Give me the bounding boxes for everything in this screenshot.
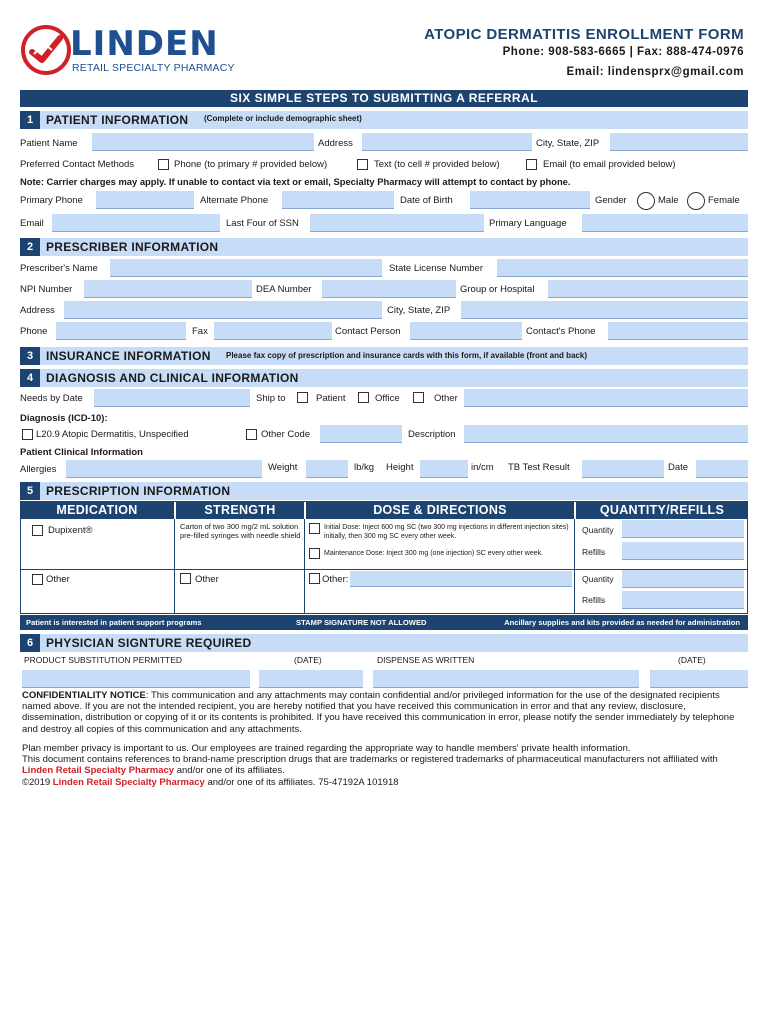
state-license-label: State License Number — [389, 263, 483, 274]
dea-field[interactable] — [322, 280, 456, 298]
rx-footer-bar — [20, 615, 748, 630]
ship-other-field[interactable] — [464, 389, 748, 407]
description-label: Description — [408, 429, 456, 440]
ship-patient-checkbox[interactable] — [297, 392, 308, 403]
section-4-title: DIAGNOSIS AND CLINICAL INFORMATION — [46, 371, 299, 385]
ship-other-label: Other — [434, 393, 458, 404]
primary-phone-field[interactable] — [96, 191, 194, 209]
trademark-text-a: This document contains references to brand-name prescription drugs that are trademarks or registered trademarks of pharmaceutical manufacturers not affiliated with — [22, 754, 718, 766]
daw-signature-field[interactable] — [373, 670, 639, 688]
ship-to-label: Ship to — [256, 393, 286, 404]
tb-date-label: Date — [668, 462, 689, 473]
section-6-header — [20, 634, 748, 652]
section-6-title: PHYSICIAN SIGNTURE REQUIRED — [46, 636, 252, 650]
col-qty-header: QUANTITY/REFILLS — [576, 501, 748, 519]
ship-other-checkbox[interactable] — [413, 392, 424, 403]
other-code-field[interactable] — [320, 425, 402, 443]
strength-other-label: Other — [195, 574, 219, 585]
primary-phone-label: Primary Phone — [20, 195, 83, 206]
city-state-zip-label: City, State, ZIP — [536, 138, 600, 149]
city-state-zip-field[interactable] — [610, 133, 748, 151]
date-label-1: (DATE) — [294, 655, 322, 665]
logo-word: LINDEN — [70, 24, 219, 64]
refills-label-1: Refills — [582, 547, 606, 557]
contact-person-field[interactable] — [410, 322, 522, 340]
description-field[interactable] — [464, 425, 748, 443]
section-4-header — [20, 369, 748, 387]
section-5-number: 5 — [20, 482, 40, 500]
l209-checkbox[interactable] — [22, 429, 33, 440]
rx-footer-left: Patient is interested in patient support programs — [26, 618, 202, 627]
ssn-label: Last Four of SSN — [226, 218, 299, 229]
refills-field-2[interactable] — [622, 591, 744, 609]
product-sub-signature-field[interactable] — [22, 670, 250, 688]
dea-label: DEA Number — [256, 284, 312, 295]
rx-divider-3 — [574, 519, 575, 614]
contact-person-label: Contact Person — [335, 326, 401, 337]
initial-dose-text: Initial Dose: Inject 600 mg SC (two 300 mg injections in different injection sites) initially, then 300 mg SC every other week. — [324, 524, 569, 540]
product-sub-date-field[interactable] — [259, 670, 363, 688]
prescriber-phone-label: Phone — [20, 326, 48, 337]
lbkg-label: lb/kg — [354, 462, 375, 473]
quantity-field-2[interactable] — [622, 570, 744, 588]
rx-divider-2 — [304, 519, 305, 614]
prescriber-name-field[interactable] — [110, 259, 382, 277]
patient-name-field[interactable] — [92, 133, 314, 151]
group-field[interactable] — [548, 280, 748, 298]
other-code-label: Other Code — [261, 429, 311, 440]
strength-dupixent: Carton of two 300 mg/2 mL solution pre-filled syringes with needle shield — [180, 522, 301, 540]
prescriber-phone-field[interactable] — [56, 322, 186, 340]
language-label: Primary Language — [489, 218, 567, 229]
dupixent-label: Dupixent® — [48, 525, 93, 536]
med-other-label: Other — [46, 574, 70, 585]
l209-label: L20.9 Atopic Dermatitis, Unspecified — [36, 429, 189, 440]
patient-name-label: Patient Name — [20, 138, 78, 149]
npi-field[interactable] — [84, 280, 252, 298]
address-label: Address — [318, 138, 353, 149]
copyright-text-b: and/or one of its affiliates. 75-47192A 101918 — [204, 776, 399, 788]
section-3-title: INSURANCE INFORMATION — [46, 349, 211, 363]
section-5-title: PRESCRIPTION INFORMATION — [46, 484, 231, 498]
rx-divider-1 — [174, 519, 175, 614]
tb-field[interactable] — [582, 460, 664, 478]
contact-phone-fax: Phone: 908-583-6665 | Fax: 888-474-0976 — [502, 46, 744, 58]
needs-by-field[interactable] — [94, 389, 250, 407]
preferred-contact-label: Preferred Contact Methods — [20, 159, 135, 170]
col-dose-header: DOSE & DIRECTIONS — [306, 501, 574, 519]
section-3-note: Please fax copy of prescription and insurance cards with this form, if available (front and back) — [226, 351, 587, 360]
trademark-text-b: and/or one of its affiliates. — [174, 765, 285, 777]
alternate-phone-field[interactable] — [282, 191, 394, 209]
prescriber-city-label: City, State, ZIP — [387, 305, 451, 316]
confidentiality-text: : This communication and any attachments may contain confidential and/or privileged information for the use of the designated recipients named above. If you are not the intended recipient, you are hereby notified that you have received this communication in error and that any review, disclosure, dissemination, distribution or copying of it or its contents is prohibited. If you have received this communication in error, please notify the sender immediately by telephone and destroy all copies of this communication and any attachments. — [22, 690, 735, 735]
rx-footer-mid: STAMP SIGNATURE NOT ALLOWED — [296, 618, 427, 627]
confidentiality-title: CONFIDENTIALITY NOTICE — [22, 690, 146, 701]
dose-other-label: Other: — [322, 574, 349, 585]
language-field[interactable] — [582, 214, 748, 232]
col-medication-header: MEDICATION — [20, 501, 174, 519]
section-1-number: 1 — [20, 111, 40, 129]
prescriber-address-field[interactable] — [64, 301, 382, 319]
strength-other-checkbox[interactable] — [180, 573, 191, 584]
prescriber-fax-label: Fax — [192, 326, 208, 337]
state-license-field[interactable] — [497, 259, 748, 277]
section-2-header — [20, 238, 748, 256]
dupixent-checkbox[interactable] — [32, 525, 43, 536]
weight-field[interactable] — [306, 460, 348, 478]
gender-label: Gender — [595, 195, 627, 206]
gender-male-radio[interactable] — [637, 192, 655, 210]
trademark-line — [22, 754, 748, 776]
diagnosis-label: Diagnosis (ICD-10): — [20, 413, 108, 424]
section-6-number: 6 — [20, 634, 40, 652]
address-field[interactable] — [362, 133, 532, 151]
section-4-number: 4 — [20, 369, 40, 387]
prescriber-city-field[interactable] — [461, 301, 748, 319]
needs-by-label: Needs by Date — [20, 393, 83, 404]
logo-subtitle: RETAIL SPECIALTY PHARMACY — [72, 62, 235, 74]
steps-banner — [20, 90, 748, 107]
gender-male-label: Male — [658, 195, 679, 206]
other-code-checkbox[interactable] — [246, 429, 257, 440]
tb-label: TB Test Result — [508, 462, 570, 473]
section-5-header — [20, 482, 748, 500]
section-2-title: PRESCRIBER INFORMATION — [46, 240, 219, 254]
alternate-phone-label: Alternate Phone — [200, 195, 269, 206]
col-strength-header: STRENGTH — [176, 501, 304, 519]
ssn-field[interactable] — [310, 214, 484, 232]
npi-label: NPI Number — [20, 284, 73, 295]
privacy-text — [22, 743, 748, 788]
contact-email-label: Email (to email provided below) — [543, 159, 676, 170]
linden-logo-icon — [20, 24, 72, 76]
daw-label: DISPENSE AS WRITTEN — [377, 655, 475, 665]
quantity-label-2: Quantity — [582, 574, 614, 584]
maintenance-dose-checkbox[interactable] — [309, 548, 320, 559]
privacy-line: Plan member privacy is important to us. Our employees are trained regarding the appropriate way to handle members' private health information. — [22, 743, 631, 754]
prescriber-address-label: Address — [20, 305, 55, 316]
contact-text-label: Text (to cell # provided below) — [374, 159, 500, 170]
height-label: Height — [386, 462, 414, 473]
copyright-line — [22, 777, 748, 788]
contacts-phone-label: Contact's Phone — [526, 326, 596, 337]
contact-email: Email: lindensprx@gmail.com — [566, 66, 744, 78]
med-other-checkbox[interactable] — [32, 574, 43, 585]
form-title: ATOPIC DERMATITIS ENROLLMENT FORM — [424, 26, 744, 43]
logo — [20, 24, 235, 78]
ship-patient-label: Patient — [316, 393, 346, 404]
dose-other-field[interactable] — [350, 571, 572, 587]
copyright-text-a: ©2019 — [22, 776, 53, 788]
gender-female-label: Female — [708, 195, 740, 206]
section-3-number: 3 — [20, 347, 40, 365]
steps-banner-text: SIX SIMPLE STEPS TO SUBMITTING A REFERRAL — [229, 91, 539, 105]
email-field[interactable] — [52, 214, 220, 232]
dose-other-checkbox[interactable] — [309, 573, 320, 584]
product-sub-label: PRODUCT SUBSTITUTION PERMITTED — [24, 655, 183, 665]
quantity-label-1: Quantity — [582, 525, 614, 535]
section-1-title: PATIENT INFORMATION — [46, 113, 189, 127]
prescriber-fax-field[interactable] — [214, 322, 332, 340]
clinical-label: Patient Clinical Information — [20, 447, 143, 458]
ship-office-label: Office — [375, 393, 400, 404]
email-label: Email — [20, 218, 44, 229]
tb-date-field[interactable] — [696, 460, 748, 478]
brand-name-1: Linden Retail Specialty Pharmacy — [22, 765, 175, 777]
ship-office-checkbox[interactable] — [358, 392, 369, 403]
contact-email-checkbox[interactable] — [526, 159, 537, 170]
refills-field-1[interactable] — [622, 542, 744, 560]
dob-field[interactable] — [470, 191, 590, 209]
rx-footer-right: Ancillary supplies and kits provided as needed for administration — [504, 618, 740, 627]
date-label-2: (DATE) — [678, 655, 706, 665]
initial-dose-checkbox[interactable] — [309, 523, 320, 534]
quantity-field-1[interactable] — [622, 520, 744, 538]
refills-label-2: Refills — [582, 595, 606, 605]
section-2-number: 2 — [20, 238, 40, 256]
height-field[interactable] — [420, 460, 468, 478]
section-3-header — [20, 347, 748, 365]
contact-phone-label: Phone (to primary # provided below) — [174, 159, 328, 170]
confidentiality-notice — [22, 690, 748, 735]
weight-label: Weight — [268, 462, 298, 473]
contacts-phone-field[interactable] — [608, 322, 748, 340]
allergies-label: Allergies — [20, 464, 57, 475]
prescriber-name-label: Prescriber's Name — [20, 263, 98, 274]
group-label: Group or Hospital — [460, 284, 535, 295]
section-1-note: (Complete or include demographic sheet) — [204, 114, 362, 123]
section-1-header — [20, 111, 748, 129]
dob-label: Date of Birth — [400, 195, 453, 206]
contact-text-checkbox[interactable] — [357, 159, 368, 170]
carrier-note: Note: Carrier charges may apply. If unable to contact via text or email, Specialty Pharmacy will attempt to contact by phone. — [20, 176, 571, 187]
contact-phone-checkbox[interactable] — [158, 159, 169, 170]
brand-name-2: Linden Retail Specialty Pharmacy — [52, 776, 205, 788]
incm-label: in/cm — [471, 462, 494, 473]
allergies-field[interactable] — [66, 460, 262, 478]
daw-date-field[interactable] — [650, 670, 748, 688]
maintenance-dose-text: Maintenance Dose: Inject 300 mg (one injection) SC every other week. — [324, 550, 544, 557]
gender-female-radio[interactable] — [687, 192, 705, 210]
